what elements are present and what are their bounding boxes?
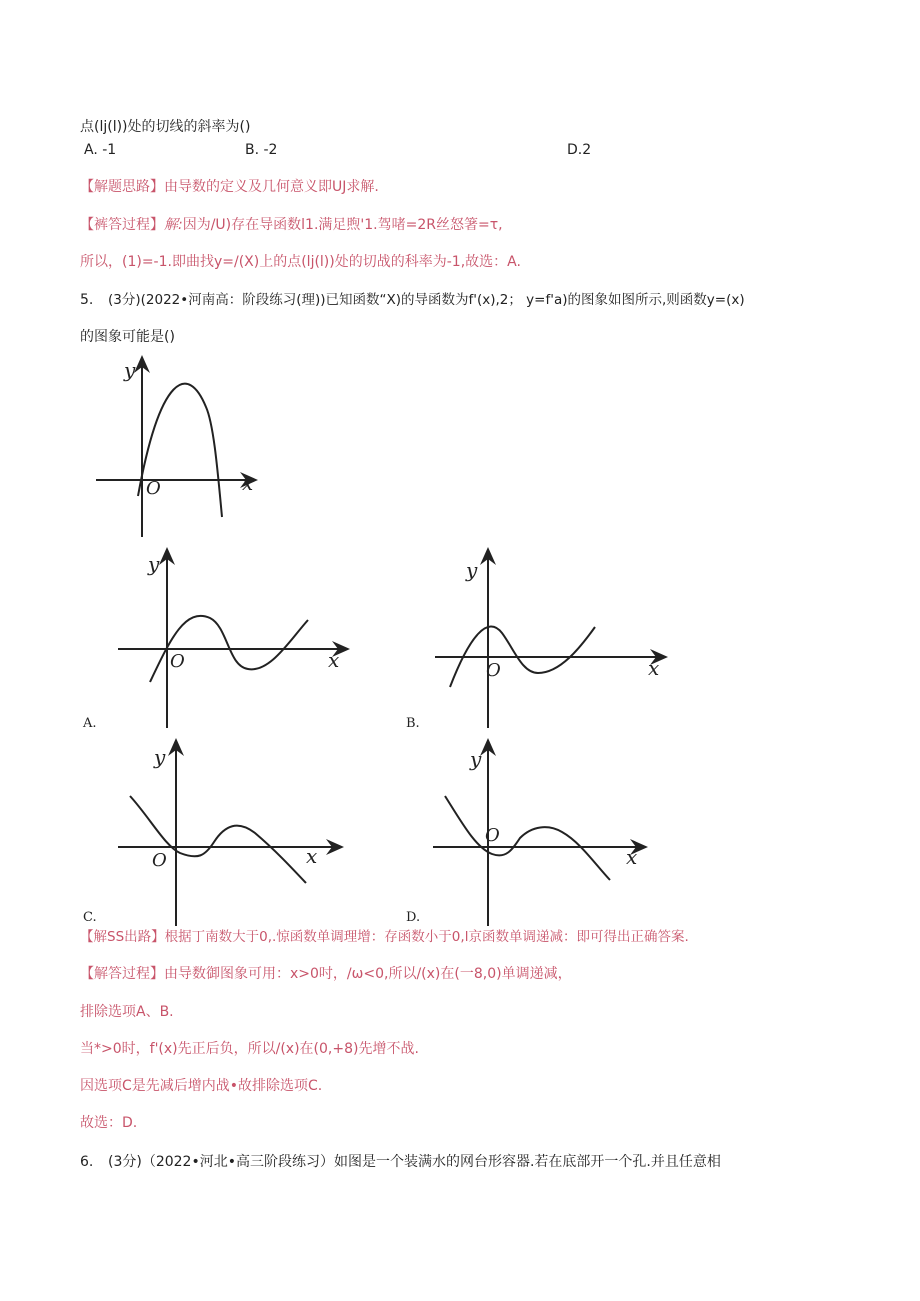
q6-number: 6.	[80, 1154, 94, 1170]
q5-choice-b-x-label: x	[648, 656, 660, 680]
q5-choice-a-graph	[110, 545, 350, 735]
q5-solution-process-1: 【解答过程】由导数御图象可用：x>0吋，/ω<0,所以/(x)在(一8,0)单调递减，	[80, 966, 572, 982]
q5-choice-d-x-label: x	[626, 845, 638, 869]
q6-stem: (3分)（2022•河北•高三阶段练习）如图是一个装满水的网台形容器.若在底部开一个孔.并且任意相	[108, 1154, 721, 1170]
q5-derivative-y-label: y	[124, 358, 136, 382]
q5-solution-process-2: 排除选项A、B.	[80, 1004, 174, 1020]
q5-number: 5.	[80, 292, 94, 308]
q5-choice-c-label: C.	[83, 910, 97, 925]
q5-derivative-x-label: x	[242, 471, 254, 495]
q5-choice-b-origin-label: O	[486, 660, 501, 681]
q5-solution-process-4: 因选项C是先减后增内战•故排除选项C.	[80, 1078, 323, 1094]
q4-solution-process	[80, 215, 503, 235]
q5-choice-c-graph	[110, 738, 350, 928]
q5-choice-a-label: A.	[83, 716, 97, 731]
q5-solution-idea: 【解SS出路】根据丁南数大于0,.惊函数单调理增：存函数小于0,l京函数单调递减：即可得出正确答案.	[80, 929, 689, 945]
q4-option-d: D.2	[567, 142, 592, 158]
q4-solution-idea: 【解题思路】由导数的定义及几何意义即UJ求解.	[80, 179, 379, 195]
q5-choice-d-y-label: y	[470, 747, 482, 771]
q5-choice-c-origin-label: O	[152, 850, 167, 871]
q5-choice-a-origin-label: O	[170, 651, 185, 672]
q5-stem-line1: (3分)(2022•河南高：阶段练习(理))已知函数“X)的导函数为f'(x),2； y=f'a)的图象如图所示,则函数y=(x)	[108, 292, 745, 308]
q5-solution-process-3: 当*>0时，f'(x)先正后负，所以/(x)在(0,+8)先增不战.	[80, 1041, 419, 1057]
q4-option-b: B. -2	[245, 142, 278, 158]
q5-choice-c-y-label: y	[154, 745, 166, 769]
q5-stem-line2: 的图象可能是()	[80, 329, 175, 345]
q4-process-label: 【裤答过程】	[80, 217, 164, 233]
q5-choice-d-graph	[430, 738, 670, 928]
q4-process-jie: 解:	[164, 217, 183, 233]
q5-solution-answer: 故选：D.	[80, 1115, 138, 1131]
q5-derivative-graph	[90, 355, 270, 540]
q4-process-text: 因为/U)存在导函数l1.满足煦'1.驾啫=2R丝怒箸=τ,	[182, 217, 503, 233]
q4-option-a: A. -1	[84, 142, 117, 158]
q5-choice-b-graph	[430, 545, 670, 735]
q4-stem-tail: 点(lj(l))处的切线的斜率为()	[80, 119, 251, 135]
q5-derivative-origin-label: O	[146, 478, 161, 499]
q5-choice-a-y-label: y	[148, 552, 160, 576]
q5-choice-b-y-label: y	[466, 558, 478, 582]
q5-choice-d-origin-label: O	[485, 825, 500, 846]
q5-choice-d-label: D.	[406, 910, 421, 925]
q5-choice-c-x-label: x	[306, 844, 318, 868]
q5-choice-b-label: B.	[406, 716, 420, 731]
q4-solution-conclusion: 所以，(1)=-1.即曲找y=/(X)上的点(lj(l))处的切战的科率为-1,故选：A.	[80, 254, 521, 270]
q5-choice-a-x-label: x	[328, 648, 340, 672]
